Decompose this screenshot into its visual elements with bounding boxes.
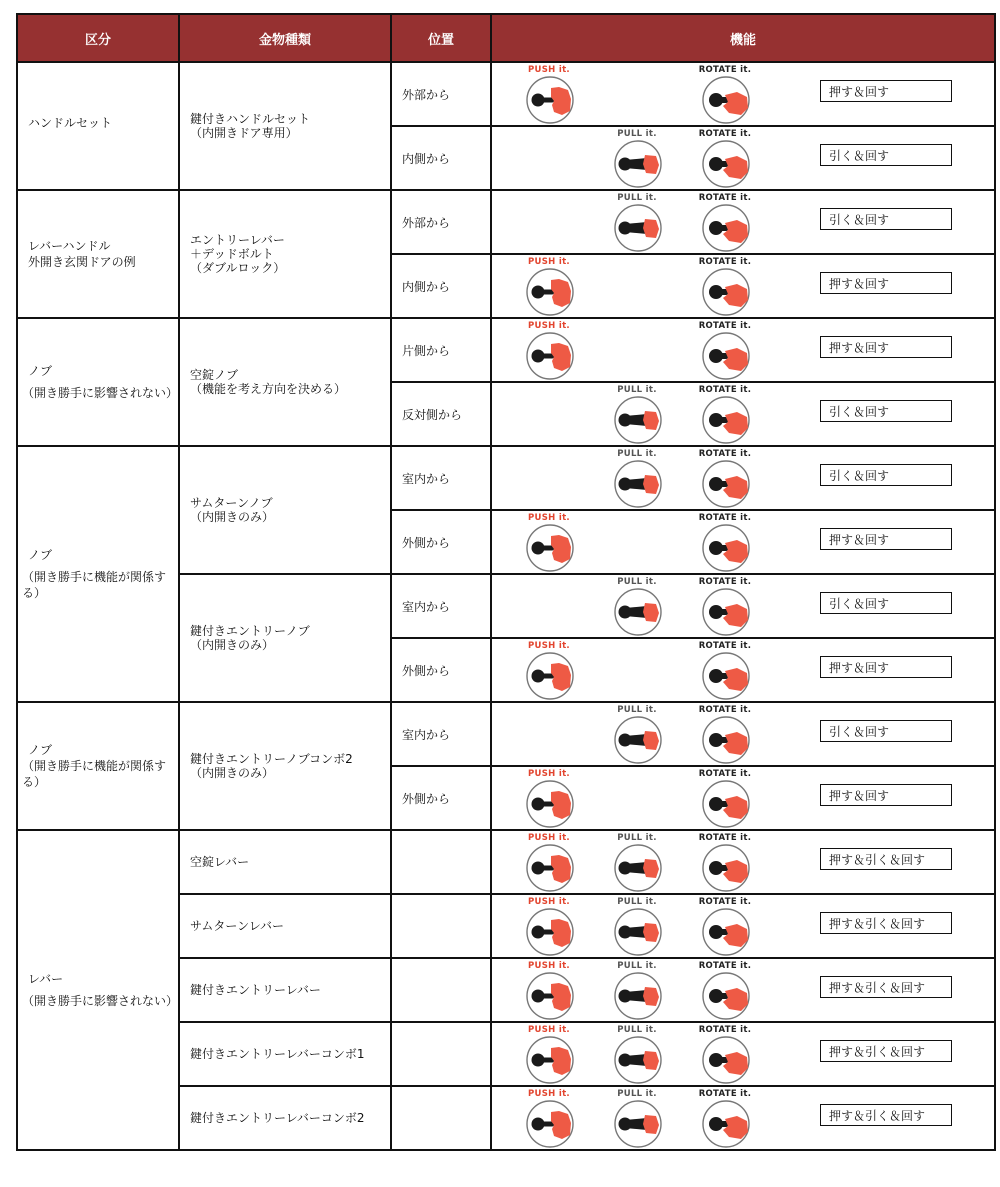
pull-caption: PULL it. xyxy=(617,705,657,715)
category-cell xyxy=(17,190,179,318)
rotate-caption: ROTATE it. xyxy=(698,193,752,203)
push-action xyxy=(522,321,576,381)
hardware-cell: サムターンレバー xyxy=(179,894,391,958)
category-cell xyxy=(17,830,179,1150)
hardware-name: 鍵付きハンドルセット xyxy=(190,112,311,126)
rotate-caption: ROTATE it. xyxy=(698,641,752,651)
position-cell xyxy=(391,830,491,894)
function-cell xyxy=(491,958,995,1022)
category-cell xyxy=(17,702,179,830)
function-cell xyxy=(491,254,995,318)
table-row xyxy=(17,702,995,766)
push-hand-icon xyxy=(525,1035,575,1085)
push-action xyxy=(522,833,576,893)
category-note: （開き勝手に機能が関係する） xyxy=(22,759,167,789)
rotate-hand-icon xyxy=(701,843,751,893)
function-cell xyxy=(491,1022,995,1086)
hardware-cell xyxy=(179,318,391,446)
hardware-cell xyxy=(179,702,391,830)
push-caption: PUSH it. xyxy=(528,65,570,75)
function-cell xyxy=(491,126,995,190)
function-cell xyxy=(491,894,995,958)
category-label: ノブ xyxy=(28,743,53,757)
push-hand-icon xyxy=(525,651,575,701)
function-cell xyxy=(491,1086,995,1150)
rotate-hand-icon xyxy=(701,459,751,509)
push-caption: PUSH it. xyxy=(528,833,570,843)
pull-hand-icon xyxy=(613,459,663,509)
category-label: ノブ xyxy=(28,548,53,562)
pull-caption: PULL it. xyxy=(617,961,657,971)
hardware-cell: 鍵付きエントリーレバーコンボ2 xyxy=(179,1086,391,1150)
rotate-hand-icon xyxy=(701,971,751,1021)
category-label: ノブ xyxy=(28,364,53,378)
function-cell xyxy=(491,62,995,126)
rotate-action xyxy=(698,257,752,317)
pull-hand-icon xyxy=(613,907,663,957)
push-action xyxy=(522,1025,576,1085)
rotate-action xyxy=(698,1025,752,1085)
position-cell: 室内から xyxy=(391,574,491,638)
rotate-action xyxy=(698,321,752,381)
header-function: 機能 xyxy=(491,14,995,62)
rotate-hand-icon xyxy=(701,203,751,253)
pull-action xyxy=(610,1089,664,1149)
pull-action xyxy=(610,897,664,957)
rotate-caption: ROTATE it. xyxy=(698,769,752,779)
push-hand-icon xyxy=(525,267,575,317)
function-cell xyxy=(491,574,995,638)
rotate-action xyxy=(698,193,752,253)
pull-caption: PULL it. xyxy=(617,577,657,587)
rotate-hand-icon xyxy=(701,267,751,317)
header-category: 区分 xyxy=(17,14,179,62)
function-cell xyxy=(491,638,995,702)
push-hand-icon xyxy=(525,907,575,957)
hardware-note: （内開きのみ） xyxy=(190,510,275,524)
hardware-note: （内開きドア専用） xyxy=(190,126,298,140)
function-label-box: 押す＆回す xyxy=(820,272,952,294)
push-caption: PUSH it. xyxy=(528,769,570,779)
function-label-box: 引く＆回す xyxy=(820,400,952,422)
pull-hand-icon xyxy=(613,1035,663,1085)
pull-action xyxy=(610,129,664,189)
rotate-caption: ROTATE it. xyxy=(698,833,752,843)
pull-caption: PULL it. xyxy=(617,1089,657,1099)
position-cell: 反対側から xyxy=(391,382,491,446)
push-action xyxy=(522,65,576,125)
pull-caption: PULL it. xyxy=(617,1025,657,1035)
position-cell xyxy=(391,1086,491,1150)
function-label-box: 押す＆引く＆回す xyxy=(820,1040,952,1062)
function-cell xyxy=(491,190,995,254)
category-note: （開き勝手に機能が関係する） xyxy=(22,570,167,600)
category-cell xyxy=(17,446,179,702)
rotate-action xyxy=(698,65,752,125)
push-caption: PUSH it. xyxy=(528,897,570,907)
rotate-hand-icon xyxy=(701,907,751,957)
category-cell xyxy=(17,62,179,190)
category-note: 外開き玄関ドアの例 xyxy=(28,255,136,269)
function-label-box: 引く＆回す xyxy=(820,464,952,486)
rotate-action xyxy=(698,577,752,637)
rotate-action xyxy=(698,833,752,893)
category-label: ハンドルセット xyxy=(28,116,113,130)
function-label-box: 押す＆回す xyxy=(820,784,952,806)
function-label-box: 押す＆回す xyxy=(820,80,952,102)
push-hand-icon xyxy=(525,1099,575,1149)
position-cell: 内側から xyxy=(391,254,491,318)
function-cell xyxy=(491,766,995,830)
rotate-caption: ROTATE it. xyxy=(698,577,752,587)
pull-caption: PULL it. xyxy=(617,129,657,139)
hardware-note: （内開きのみ） xyxy=(190,638,275,652)
hardware-name: 鍵付きエントリーノブ xyxy=(190,624,310,638)
rotate-action xyxy=(698,769,752,829)
function-cell xyxy=(491,510,995,574)
position-cell: 外側から xyxy=(391,638,491,702)
hardware-cell xyxy=(179,190,391,318)
hardware-note: （内開きのみ） xyxy=(190,766,275,780)
category-note: （開き勝手に影響されない） xyxy=(22,994,179,1008)
push-hand-icon xyxy=(525,779,575,829)
push-caption: PUSH it. xyxy=(528,257,570,267)
pull-caption: PULL it. xyxy=(617,193,657,203)
rotate-caption: ROTATE it. xyxy=(698,1089,752,1099)
push-caption: PUSH it. xyxy=(528,513,570,523)
rotate-action xyxy=(698,449,752,509)
pull-caption: PULL it. xyxy=(617,385,657,395)
hardware-name: 空錠ノブ xyxy=(190,368,239,382)
push-hand-icon xyxy=(525,971,575,1021)
rotate-caption: ROTATE it. xyxy=(698,961,752,971)
hardware-cell: 鍵付きエントリーレバー xyxy=(179,958,391,1022)
pull-action xyxy=(610,577,664,637)
header-hardware: 金物種類 xyxy=(179,14,391,62)
category-note: （開き勝手に影響されない） xyxy=(22,386,179,400)
pull-caption: PULL it. xyxy=(617,449,657,459)
push-caption: PUSH it. xyxy=(528,1089,570,1099)
rotate-caption: ROTATE it. xyxy=(698,449,752,459)
push-action xyxy=(522,257,576,317)
pull-action xyxy=(610,449,664,509)
pull-action xyxy=(610,705,664,765)
table-row xyxy=(17,830,995,894)
pull-hand-icon xyxy=(613,715,663,765)
hardware-cell: 鍵付きエントリーレバーコンボ1 xyxy=(179,1022,391,1086)
position-cell: 外側から xyxy=(391,766,491,830)
push-caption: PUSH it. xyxy=(528,321,570,331)
pull-caption: PULL it. xyxy=(617,833,657,843)
rotate-action xyxy=(698,961,752,1021)
push-action xyxy=(522,961,576,1021)
push-caption: PUSH it. xyxy=(528,641,570,651)
hardware-note: （機能を考え方向を決める） xyxy=(190,382,347,396)
push-hand-icon xyxy=(525,75,575,125)
rotate-action xyxy=(698,897,752,957)
rotate-caption: ROTATE it. xyxy=(698,897,752,907)
hardware-cell xyxy=(179,446,391,574)
rotate-hand-icon xyxy=(701,139,751,189)
position-cell xyxy=(391,958,491,1022)
hardware-cell xyxy=(179,62,391,190)
table-row xyxy=(17,190,995,254)
pull-hand-icon xyxy=(613,395,663,445)
table-row xyxy=(17,318,995,382)
push-action xyxy=(522,1089,576,1149)
hardware-cell: 空錠レバー xyxy=(179,830,391,894)
rotate-caption: ROTATE it. xyxy=(698,385,752,395)
pull-hand-icon xyxy=(613,843,663,893)
rotate-action xyxy=(698,513,752,573)
function-cell xyxy=(491,702,995,766)
function-cell xyxy=(491,446,995,510)
rotate-hand-icon xyxy=(701,331,751,381)
rotate-caption: ROTATE it. xyxy=(698,129,752,139)
header-position: 位置 xyxy=(391,14,491,62)
function-label-box: 押す＆引く＆回す xyxy=(820,1104,952,1126)
push-hand-icon xyxy=(525,843,575,893)
position-cell: 室内から xyxy=(391,446,491,510)
push-action xyxy=(522,641,576,701)
pull-action xyxy=(610,961,664,1021)
function-label-box: 押す＆回す xyxy=(820,528,952,550)
push-hand-icon xyxy=(525,523,575,573)
position-cell: 外部から xyxy=(391,62,491,126)
rotate-hand-icon xyxy=(701,651,751,701)
hardware-function-table xyxy=(16,13,996,1151)
pull-hand-icon xyxy=(613,139,663,189)
function-cell xyxy=(491,318,995,382)
function-label-box: 押す＆引く＆回す xyxy=(820,912,952,934)
position-cell xyxy=(391,894,491,958)
rotate-hand-icon xyxy=(701,779,751,829)
pull-action xyxy=(610,385,664,445)
rotate-caption: ROTATE it. xyxy=(698,321,752,331)
function-cell xyxy=(491,382,995,446)
rotate-hand-icon xyxy=(701,587,751,637)
hardware-name: エントリーレバー xyxy=(190,233,285,247)
position-cell: 内側から xyxy=(391,126,491,190)
rotate-hand-icon xyxy=(701,395,751,445)
hardware-name: 鍵付きエントリーノブコンボ2 xyxy=(190,752,353,766)
push-caption: PUSH it. xyxy=(528,1025,570,1035)
rotate-action xyxy=(698,385,752,445)
table-row xyxy=(17,62,995,126)
rotate-hand-icon xyxy=(701,1035,751,1085)
position-cell: 外側から xyxy=(391,510,491,574)
hardware-name: サムターンノブ xyxy=(190,496,273,510)
hardware-function-table-container xyxy=(16,13,994,1180)
rotate-caption: ROTATE it. xyxy=(698,257,752,267)
rotate-hand-icon xyxy=(701,1099,751,1149)
table-header-row xyxy=(17,14,995,62)
hardware-note-2: （ダブルロック） xyxy=(190,261,286,275)
pull-hand-icon xyxy=(613,587,663,637)
rotate-caption: ROTATE it. xyxy=(698,705,752,715)
rotate-caption: ROTATE it. xyxy=(698,513,752,523)
rotate-hand-icon xyxy=(701,523,751,573)
table-row xyxy=(17,446,995,510)
function-label-box: 押す＆引く＆回す xyxy=(820,976,952,998)
rotate-caption: ROTATE it. xyxy=(698,65,752,75)
category-cell xyxy=(17,318,179,446)
function-label-box: 引く＆回す xyxy=(820,720,952,742)
category-label: レバーハンドル xyxy=(28,239,111,253)
pull-action xyxy=(610,1025,664,1085)
function-label-box: 引く＆回す xyxy=(820,592,952,614)
rotate-caption: ROTATE it. xyxy=(698,1025,752,1035)
function-label-box: 押す＆回す xyxy=(820,336,952,358)
rotate-action xyxy=(698,705,752,765)
rotate-action xyxy=(698,129,752,189)
function-label-box: 引く＆回す xyxy=(820,208,952,230)
position-cell: 片側から xyxy=(391,318,491,382)
position-cell: 外部から xyxy=(391,190,491,254)
hardware-note: ＋デッドボルト xyxy=(190,247,274,261)
function-label-box: 押す＆引く＆回す xyxy=(820,848,952,870)
rotate-hand-icon xyxy=(701,715,751,765)
position-cell xyxy=(391,1022,491,1086)
position-cell: 室内から xyxy=(391,702,491,766)
pull-action xyxy=(610,193,664,253)
pull-hand-icon xyxy=(613,203,663,253)
push-action xyxy=(522,769,576,829)
pull-hand-icon xyxy=(613,971,663,1021)
function-cell xyxy=(491,830,995,894)
push-caption: PUSH it. xyxy=(528,961,570,971)
push-hand-icon xyxy=(525,331,575,381)
pull-caption: PULL it. xyxy=(617,897,657,907)
hardware-cell xyxy=(179,574,391,702)
pull-hand-icon xyxy=(613,1099,663,1149)
push-action xyxy=(522,897,576,957)
function-label-box: 押す＆回す xyxy=(820,656,952,678)
pull-action xyxy=(610,833,664,893)
category-label: レバー xyxy=(28,972,64,986)
rotate-action xyxy=(698,641,752,701)
function-label-box: 引く＆回す xyxy=(820,144,952,166)
push-action xyxy=(522,513,576,573)
rotate-action xyxy=(698,1089,752,1149)
rotate-hand-icon xyxy=(701,75,751,125)
